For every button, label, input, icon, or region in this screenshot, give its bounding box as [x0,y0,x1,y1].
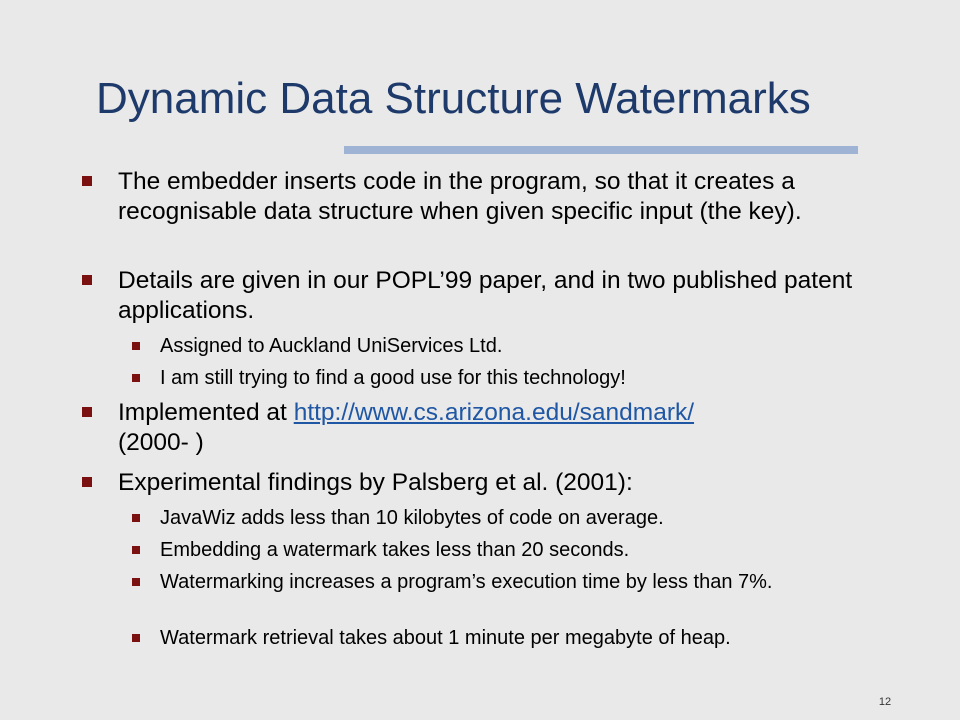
bullet-text: Details are given in our POPL’99 paper, and in two published patent applications. [118,267,853,324]
page-number: 12 [878,696,892,708]
sub-bullet-javawiz [160,506,936,530]
square-bullet-icon [82,477,92,487]
square-bullet-icon [132,578,140,586]
sub-bullet-embedding-time [160,538,936,562]
square-bullet-icon [132,374,140,382]
bullet-findings [118,468,936,498]
sub-bullet-assigned [160,334,936,358]
sub-bullet-text: Assigned to Auckland UniServices Ltd. [160,335,503,357]
bullet-text-suffix: (2000- ) [118,429,204,456]
slide-title: Dynamic Data Structure Watermarks [96,74,811,123]
bullet-implemented [118,398,936,458]
square-bullet-icon [132,514,140,522]
bullet-embedder [118,167,936,227]
bullet-text: The embedder inserts code in the program, so that it creates a recognisable data structure when given specific input (the key). [118,168,802,225]
sub-bullet-text: Embedding a watermark takes less than 20 seconds. [160,539,630,561]
square-bullet-icon [82,407,92,417]
sub-bullet-text: JavaWiz adds less than 10 kilobytes of code on average. [160,507,664,529]
sub-bullet-text: Watermarking increases a program’s execution time by less than 7%. [160,571,773,593]
sub-bullet-use [160,366,936,390]
square-bullet-icon [132,342,140,350]
square-bullet-icon [82,275,92,285]
square-bullet-icon [132,634,140,642]
sandmark-link[interactable]: http://www.cs.arizona.edu/sandmark/ [293,399,695,426]
bullet-details [118,266,936,326]
title-underline [344,146,858,154]
sub-bullet-text: I am still trying to find a good use for this technology! [160,367,626,389]
bullet-text: Experimental findings by Palsberg et al. (2001): [118,469,633,496]
bullet-text-prefix: Implemented at [118,399,294,426]
sub-bullet-execution-time [160,570,936,594]
sub-bullet-text: Watermark retrieval takes about 1 minute per megabyte of heap. [160,627,731,649]
square-bullet-icon [82,176,92,186]
square-bullet-icon [132,546,140,554]
sub-bullet-retrieval [160,626,936,650]
